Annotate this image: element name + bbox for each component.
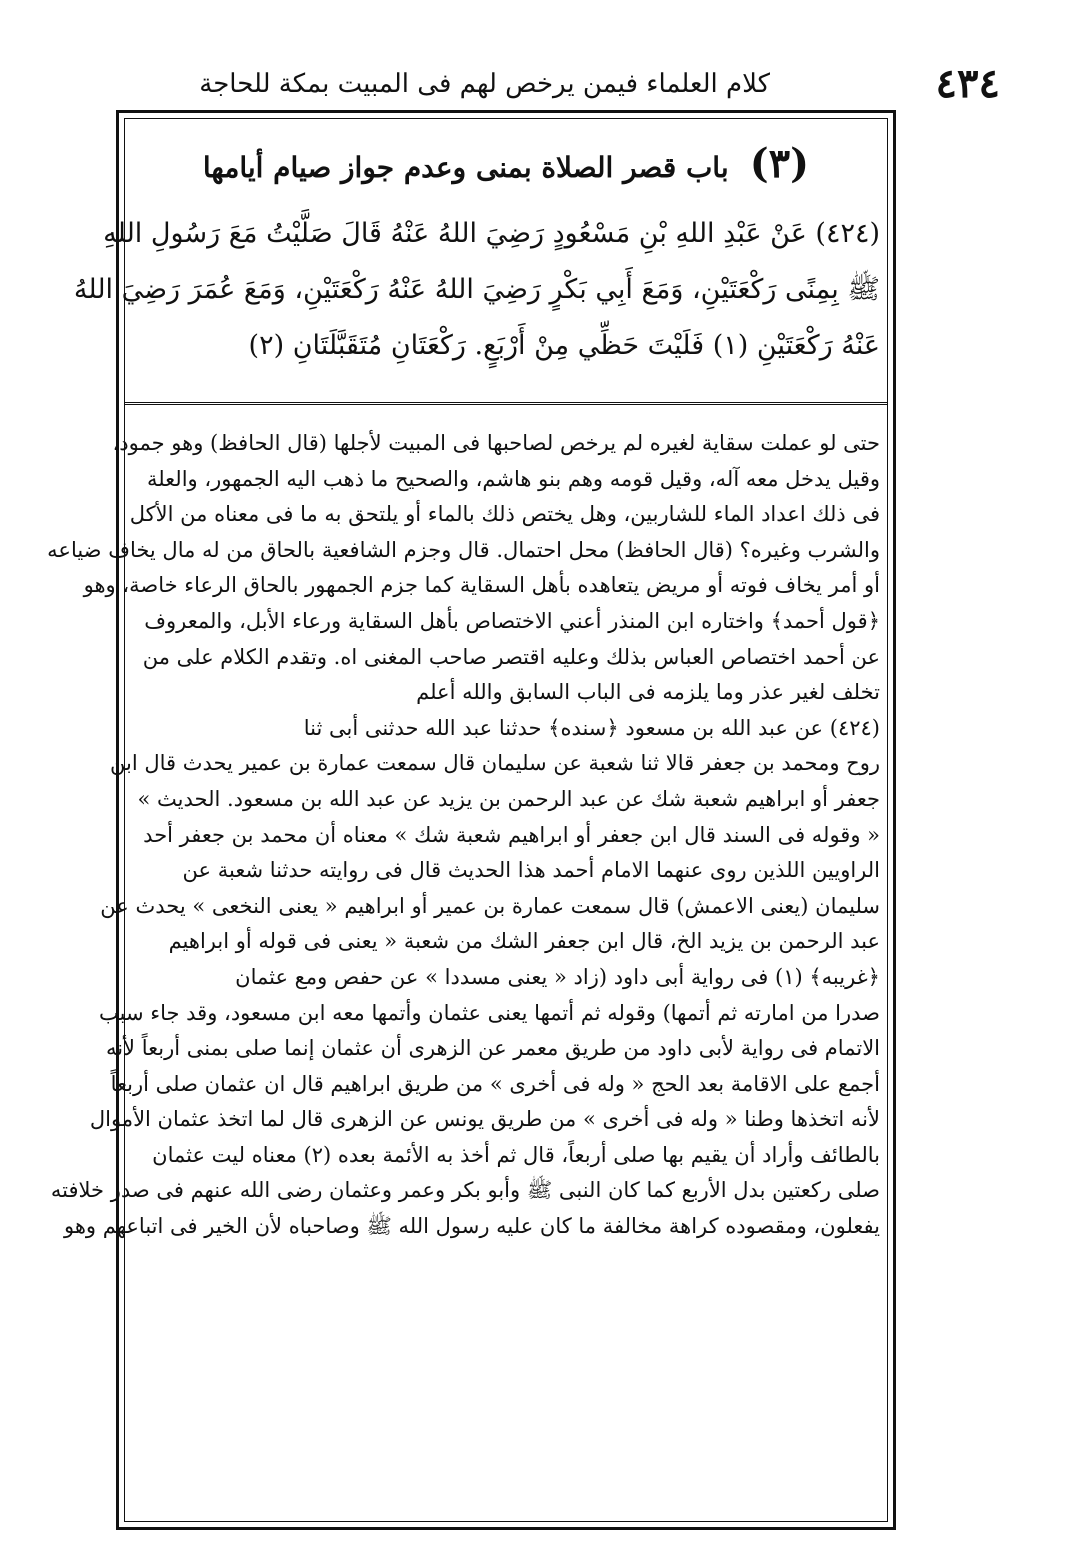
commentary-line: « وقوله فى السند قال ابن جعفر أو ابراهيم شعبة شك » معناه أن محمد بن جعفر أحد — [143, 822, 880, 847]
commentary-line: روح ومحمد بن جعفر قالا ثنا شعبة عن سليمان قال سمعت عمارة بن عمير يحدث قال ابن — [110, 751, 880, 776]
commentary-line: ﴿غريبه﴾ (١) فى رواية أبى داود (زاد « يعنى مسددا » عن حفص ومع عثمان — [235, 964, 880, 989]
page-header — [120, 62, 1000, 106]
hadith-line: عَنْهُ رَكْعَتَيْنِ (١) فَلَيْتَ حَظِّي مِنْ أَرْبَعٍ. رَكْعَتَانِ مُتَقَبَّلَتَانِ (٢) — [248, 330, 880, 361]
commentary-line: الاتمام فى رواية لأبى داود من طريق معمر عن الزهرى أن عثمان إنما صلى بمنى أربعاً لأنه — [105, 1036, 880, 1061]
commentary-line: ﴿قول أحمد﴾ واختاره ابن المنذر أعني الاختصاص بأهل السقاية ورعاء الأبل، والمعروف — [144, 608, 880, 633]
commentary-line: يفعلون، ومقصوده كراهة مخالفة ما كان عليه رسول الله ﷺ وصاحباه لأن الخير فى اتباعهم وهو — [64, 1214, 880, 1239]
commentary-line: عبد الرحمن بن يزيد الخ، قال ابن جعفر الشك من شعبة « يعنى فى قوله أو ابراهيم — [168, 929, 880, 954]
commentary-line: (٤٢٤) عن عبد الله بن مسعود ﴿سنده﴾ حدثنا عبد الله حدثنى أبى ثنا — [303, 715, 880, 740]
commentary-line: وقيل يدخل معه آله، وقيل قومه وهم بنو هاشم، والصحيح ما ذهب اليه الجمهور، والعلة — [146, 466, 880, 491]
commentary-line: تخلف لغير عذر وما يلزمه فى الباب السابق والله أعلم — [416, 680, 880, 705]
chapter-number: (٣) — [749, 140, 810, 187]
commentary-line: صلى ركعتين بدل الأربع كما كان النبى ﷺ وأبو بكر وعمر وعثمان رضى الله عنهم فى صدر خلافته — [50, 1178, 880, 1203]
chapter-title: باب قصر الصلاة بمنى وعدم جواز صيام أيامها — [202, 151, 729, 184]
hadith-text — [73, 206, 880, 374]
commentary-line: لأنه اتخذها وطنا « وله فى أخرى » من طريق يونس عن الزهرى قال لما اتخذ عثمان الأموال — [89, 1107, 880, 1132]
commentary-line: عن أحمد اختصاص العباس بذلك وعليه اقتصر صاحب المغنى اه. وتقدم الكلام على من — [142, 644, 880, 669]
hadith-line: ﷺ بِمِنًى رَكْعَتَيْنِ، وَمَعَ أَبِي بَكْرٍ رَضِيَ اللهُ عَنْهُ رَكْعَتَيْنِ، وَمَعَ عُمَرَ رَضِيَ اللهُ — [73, 274, 880, 305]
commentary-line: جعفر أو ابراهيم شعبة شك عن عبد الرحمن بن يزيد عن عبد الله بن مسعود. الحديث » — [137, 786, 880, 811]
running-title: كلام العلماء فيمن يرخص لهم فى المبيت بمكة للحاجة — [199, 69, 770, 99]
commentary-line: أو أمر يخاف فوته أو مريض يتعاهده بأهل السقاية كما جزم الجمهور بالحاق الرعاء خاصة، وهو — [83, 573, 880, 598]
commentary-text — [47, 426, 880, 1245]
page-number: ٤٣٤ — [935, 60, 1000, 107]
commentary-line: سليمان (يعنى الاعمش) قال سمعت عمارة بن عمير أو ابراهيم « يعنى النخعى » يحدث عن — [100, 893, 880, 918]
chapter-heading — [136, 140, 876, 190]
commentary-line: والشرب وغيره؟ (قال الحافظ) محل احتمال. قال وجزم الشافعية بالحاق من له مال يخاف ضياعه — [47, 537, 880, 562]
commentary-line: الراويين اللذين روى عنهما الامام أحمد هذا الحديث قال فى روايته حدثنا شعبة عن — [182, 858, 880, 883]
commentary-line: أجمع على الاقامة بعد الحج « وله فى أخرى » من طريق ابراهيم قال ان عثمان صلى أربعاً — [110, 1071, 880, 1096]
section-divider — [124, 402, 888, 405]
commentary-line: فى ذلك اعداد الماء للشاربين، وهل يختص ذلك بالماء أو يلتحق به ما فى معناه من الأكل — [129, 502, 880, 527]
commentary-line: بالطائف وأراد أن يقيم بها صلى أربعاً، قال ثم أخذ به الأئمة بعده (٢) معناه ليت عثمان — [152, 1142, 880, 1167]
commentary-line: حتى لو عملت سقاية لغيره لم يرخص لصاحبها فى المبيت لأجلها (قال الحافظ) وهو جمود، — [112, 431, 880, 455]
hadith-line: (٤٢٤) عَنْ عَبْدِ اللهِ بْنِ مَسْعُودٍ رَضِيَ اللهُ عَنْهُ قَالَ صَلَّيْتُ مَعَ رَسُولِ اللهِ — [103, 218, 880, 249]
commentary-line: صدرا من امارته ثم أتمها) وقوله ثم أتمها يعنى عثمان وأتمها معه ابن مسعود، وقد جاء سبب — [99, 1000, 880, 1025]
